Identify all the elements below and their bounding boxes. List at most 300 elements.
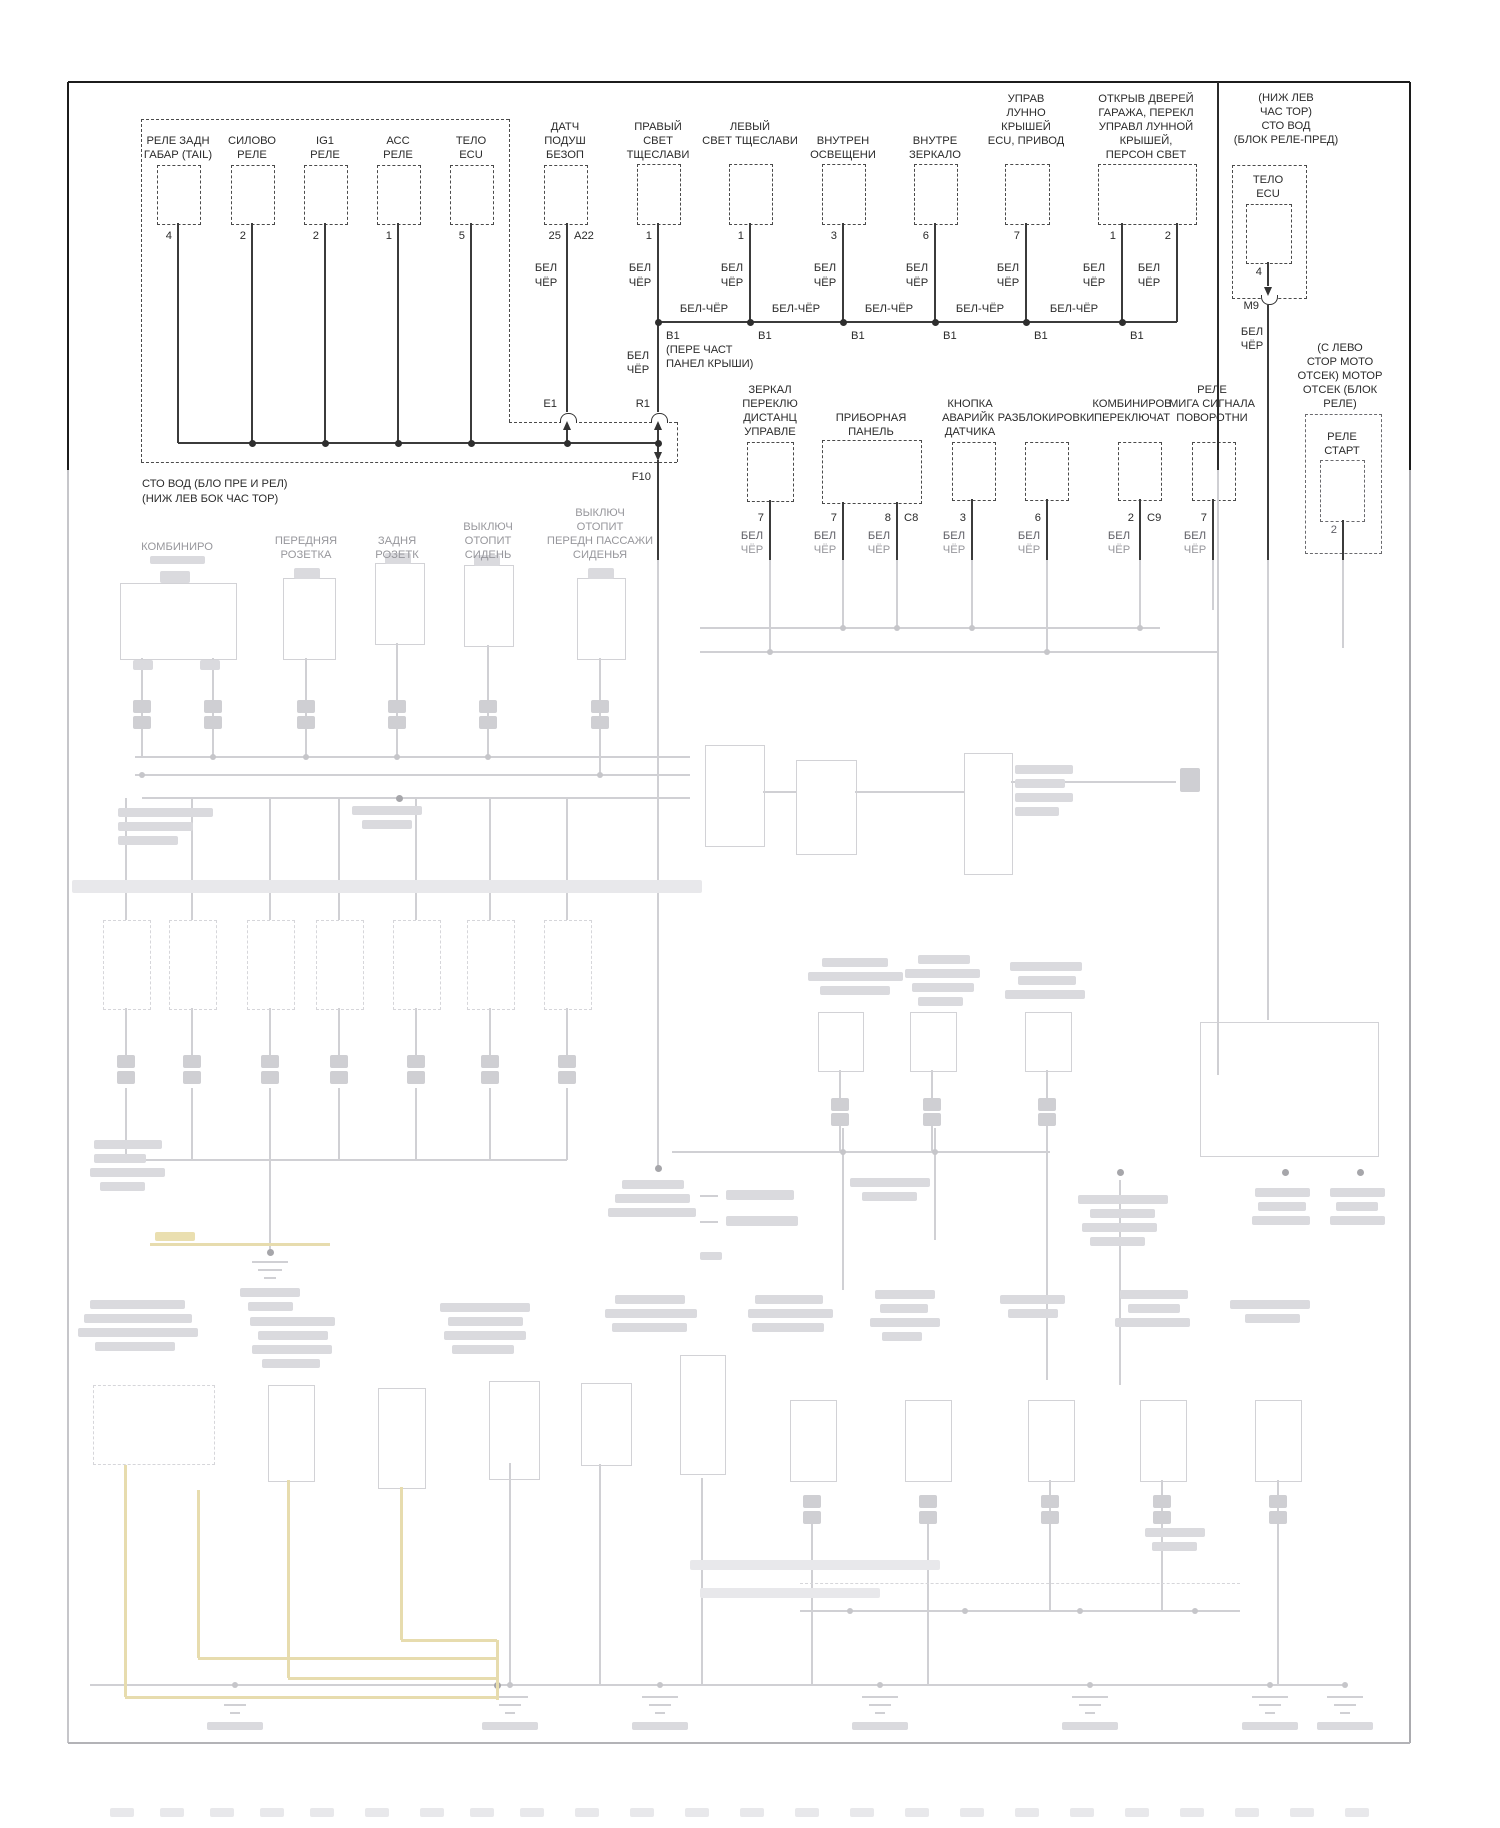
diagram-text: 2 xyxy=(312,230,319,242)
diagram-text: БЕЛ-ЧЁР xyxy=(771,303,821,315)
ghost-text-blob xyxy=(852,1722,908,1730)
ghost-junction-dot xyxy=(962,1608,968,1614)
ghost-wire xyxy=(855,791,964,793)
dashed-enclosure xyxy=(141,119,509,120)
diagram-text: ЧЁР xyxy=(1137,277,1161,289)
ghost-footer-mark xyxy=(795,1808,819,1817)
ghost-component-box xyxy=(1255,1400,1302,1482)
diagram-text: БЕЗОП xyxy=(546,149,584,161)
ghost-text-blob xyxy=(183,1071,201,1084)
component-box xyxy=(747,442,794,502)
ghost-dashed-box xyxy=(467,920,515,1010)
diagram-text: B1 xyxy=(758,330,772,342)
yellow-wire xyxy=(125,1696,497,1699)
diagram-text: ПАНЕЛ КРЫШИ) xyxy=(666,358,754,370)
ghost-text-blob xyxy=(1015,765,1073,774)
ghost-text-blob xyxy=(252,1345,332,1354)
ghost-text-blob xyxy=(558,1055,576,1068)
component-box xyxy=(1246,204,1292,264)
diagram-text: ЧЁР xyxy=(996,277,1020,289)
ghost-text-blob xyxy=(820,986,890,995)
ghost-text-blob xyxy=(1252,1216,1310,1225)
component-box xyxy=(377,165,421,225)
ghost-wire xyxy=(1212,560,1214,610)
diagram-text: ВНУТРЕ xyxy=(912,135,958,147)
ghost-wire xyxy=(509,1463,511,1685)
ghost-ground-dot xyxy=(1117,1169,1124,1176)
diagram-text: 6 xyxy=(922,230,929,242)
ghost-text-blob xyxy=(690,1560,940,1570)
component-box xyxy=(544,165,588,225)
diagram-text: 1 xyxy=(737,230,744,242)
diagram-text: 2 xyxy=(1164,230,1171,242)
wire xyxy=(397,223,399,443)
ghost-text-blob xyxy=(133,716,151,729)
diagram-text-faded: СИДЕНЬЯ xyxy=(572,549,628,561)
diagram-text: ЧЁР xyxy=(626,364,650,376)
wire xyxy=(177,223,179,443)
wire xyxy=(657,460,659,560)
ghost-text-blob xyxy=(1258,1202,1306,1211)
diagram-text: РЕЛЕ xyxy=(383,149,413,161)
ghost-junction-dot xyxy=(840,625,846,631)
ghost-text-blob xyxy=(118,836,178,845)
ghost-wire xyxy=(701,1478,703,1685)
ghost-wire xyxy=(672,1151,1050,1153)
ghost-junction-dot xyxy=(507,1682,513,1688)
ghost-junction-dot xyxy=(969,625,975,631)
component-box xyxy=(729,164,773,225)
ghost-wire xyxy=(269,1088,271,1252)
ghost-text-blob xyxy=(748,1309,833,1318)
ghost-text-blob xyxy=(1128,1304,1180,1313)
ghost-text-blob xyxy=(78,1328,198,1337)
diagram-text: БЕЛ xyxy=(1017,530,1041,542)
diagram-text: C9 xyxy=(1147,512,1162,524)
diagram-text: КНОПКА xyxy=(947,398,993,410)
ghost-text-blob xyxy=(700,1588,880,1598)
diagram-text: БЕЛ xyxy=(813,262,837,274)
ghost-text-blob xyxy=(591,700,609,713)
ghost-wire xyxy=(1334,1704,1356,1706)
diagram-text: РЕЛЕ) xyxy=(1323,398,1357,410)
ghost-text-blob xyxy=(72,880,702,893)
ghost-text-blob xyxy=(294,568,320,579)
ghost-text-blob xyxy=(90,1300,185,1309)
ghost-component-box xyxy=(464,565,514,647)
ghost-text-blob xyxy=(183,1055,201,1068)
diagram-text: ПЕРЕКЛЮ xyxy=(742,398,798,410)
ghost-wire xyxy=(258,1269,282,1271)
ghost-text-blob xyxy=(862,1192,917,1201)
diagram-text: 5 xyxy=(458,230,465,242)
ghost-text-blob xyxy=(94,1154,146,1163)
ghost-wire xyxy=(763,791,796,793)
ghost-text-blob xyxy=(90,1168,165,1177)
diagram-text: ECU xyxy=(459,149,483,161)
ghost-wire xyxy=(252,1261,288,1263)
ghost-wire xyxy=(125,1008,127,1055)
diagram-text: (БЛОК РЕЛЕ-ПРЕД) xyxy=(1233,134,1339,146)
page-border xyxy=(1409,82,1412,470)
ghost-wire xyxy=(839,1070,841,1098)
ghost-text-blob xyxy=(850,1178,930,1187)
ghost-wire xyxy=(927,1520,929,1685)
diagram-text: ЧЁР xyxy=(720,277,744,289)
ghost-text-blob xyxy=(803,1511,821,1524)
ghost-footer-mark xyxy=(575,1808,599,1817)
ghost-text-blob xyxy=(452,1345,514,1354)
component-box xyxy=(231,165,275,225)
ghost-wire xyxy=(415,1008,417,1055)
yellow-wire xyxy=(197,1490,200,1658)
wire xyxy=(657,322,659,412)
ghost-text-blob xyxy=(204,716,222,729)
diagram-text: (ПЕРЕ ЧАСТ xyxy=(666,344,733,356)
diagram-text: БЕЛ xyxy=(942,530,966,542)
diagram-text: 7 xyxy=(1013,230,1020,242)
diagram-text: 2 xyxy=(239,230,246,242)
ghost-text-blob xyxy=(352,806,422,815)
diagram-text: МИГА СИГНАЛА xyxy=(1168,398,1256,410)
ghost-text-blob xyxy=(262,1359,320,1368)
ghost-wire xyxy=(800,1610,1240,1612)
ghost-footer-mark xyxy=(1180,1808,1204,1817)
ghost-text-blob xyxy=(615,1194,690,1203)
diagram-text: РЕЛЕ ЗАДН xyxy=(146,135,210,147)
ghost-text-blob xyxy=(155,1232,195,1241)
ghost-text-blob xyxy=(200,660,220,670)
diagram-text: IG1 xyxy=(315,135,335,147)
wire xyxy=(566,223,568,412)
ghost-wire xyxy=(839,1126,841,1152)
component-box xyxy=(1320,460,1365,522)
ghost-wire xyxy=(338,798,340,920)
ghost-junction-dot xyxy=(597,772,603,778)
diagram-text: УПРАВ xyxy=(1007,93,1045,105)
diagram-text: ЧЁР xyxy=(813,277,837,289)
dashed-enclosure xyxy=(141,119,142,462)
ghost-dashed-box xyxy=(316,920,364,1010)
diagram-text-faded: ЧЁР xyxy=(813,544,837,556)
yellow-wire xyxy=(496,1640,499,1700)
diagram-text: БЕЛ xyxy=(1082,262,1106,274)
ghost-wire xyxy=(489,1008,491,1055)
diagram-text: КОМБИНИРОВ xyxy=(1092,398,1172,410)
ghost-text-blob xyxy=(905,969,980,978)
diagram-text: R1 xyxy=(635,398,650,410)
ghost-text-blob xyxy=(919,1511,937,1524)
ghost-wire xyxy=(1190,651,1218,653)
ghost-junction-dot xyxy=(840,1149,846,1155)
diagram-text: СТО ВОД (БЛО ПРЕ И РЕЛ) xyxy=(142,478,288,490)
ghost-footer-mark xyxy=(1235,1808,1259,1817)
yellow-wire xyxy=(401,1639,497,1642)
ghost-component-box xyxy=(796,760,857,855)
diagram-text: ТЩЕСЛАВИ xyxy=(626,149,690,161)
ghost-text-blob xyxy=(258,1331,328,1340)
ghost-wire xyxy=(1139,560,1141,628)
ghost-footer-mark xyxy=(160,1808,184,1817)
ghost-wire xyxy=(1046,1070,1048,1098)
diagram-text: КРЫШЕЙ, xyxy=(1119,135,1173,147)
ghost-ground-dot xyxy=(1357,1169,1364,1176)
ghost-footer-mark xyxy=(365,1808,389,1817)
diagram-text: (С ЛЕВО xyxy=(1317,342,1363,354)
ghost-text-blob xyxy=(726,1216,798,1226)
diagram-text: ECU, ПРИВОД xyxy=(987,135,1065,147)
diagram-text: ГАРАЖА, ПЕРЕКЛ xyxy=(1098,107,1194,119)
ghost-text-blob xyxy=(388,716,406,729)
ghost-footer-mark xyxy=(1290,1808,1314,1817)
ghost-text-blob xyxy=(923,1098,941,1111)
diagram-text-faded: ЧЁР xyxy=(867,544,891,556)
ghost-wire xyxy=(224,1704,246,1706)
ghost-footer-mark xyxy=(960,1808,984,1817)
diagram-text: F10 xyxy=(631,471,651,483)
diagram-text: БЕЛ-ЧЁР xyxy=(679,303,729,315)
ghost-wire xyxy=(971,560,973,628)
ghost-text-blob xyxy=(117,1055,135,1068)
ghost-text-blob xyxy=(1330,1216,1385,1225)
ghost-component-box xyxy=(283,578,336,660)
ghost-text-blob xyxy=(615,1295,685,1304)
ghost-component-box xyxy=(905,1400,952,1482)
junction-dot xyxy=(655,440,662,447)
ghost-text-blob xyxy=(407,1055,425,1068)
ghost-wire xyxy=(655,1712,665,1714)
ghost-wire xyxy=(264,1277,276,1279)
ghost-junction-dot xyxy=(1087,1682,1093,1688)
diagram-text: 7 xyxy=(830,512,837,524)
arrowhead-down-icon xyxy=(654,452,662,461)
diagram-text: 4 xyxy=(1255,266,1262,278)
page-border xyxy=(67,82,70,470)
wire xyxy=(934,223,936,322)
ghost-text-blob xyxy=(1090,1237,1145,1246)
ghost-text-blob xyxy=(822,958,888,967)
component-box xyxy=(1025,442,1069,501)
diagram-text: A22 xyxy=(574,230,594,242)
ghost-footer-mark xyxy=(420,1808,444,1817)
ghost-text-blob xyxy=(482,1722,538,1730)
ghost-text-blob xyxy=(726,1190,794,1200)
ghost-text-blob xyxy=(1082,1223,1157,1232)
ghost-text-blob xyxy=(118,808,213,817)
diagram-text: БЕЛ xyxy=(1137,262,1161,274)
diagram-text-faded: ЧЁР xyxy=(1183,544,1207,556)
diagram-text: КРЫШЕЙ xyxy=(1001,121,1051,133)
diagram-text: ПАНЕЛЬ xyxy=(848,426,894,438)
diagram-text: БЕЛ xyxy=(720,262,744,274)
diagram-text: M9 xyxy=(1243,300,1259,312)
diagram-text: ЧАС ТОР) xyxy=(1259,106,1313,118)
diagram-text: БЕЛ-ЧЁР xyxy=(955,303,1005,315)
yellow-wire xyxy=(198,1657,497,1660)
ghost-wire xyxy=(125,1088,127,1160)
ghost-ground-dot xyxy=(396,795,403,802)
ghost-text-blob xyxy=(588,568,614,579)
wire xyxy=(251,223,253,443)
wire xyxy=(971,499,973,560)
ghost-wire xyxy=(1046,1152,1048,1380)
diagram-text-faded: ЧЁР xyxy=(1017,544,1041,556)
ghost-ground-dot xyxy=(1282,1169,1289,1176)
component-box xyxy=(822,164,866,225)
ghost-footer-mark xyxy=(630,1808,654,1817)
ghost-wire xyxy=(599,1464,601,1685)
ghost-text-blob xyxy=(440,1303,530,1312)
diagram-text: (НИЖ ЛЕВ БОК ЧАС ТОР) xyxy=(142,493,279,505)
diagram-text: РЕЛЕ xyxy=(1197,384,1227,396)
component-box xyxy=(1098,164,1197,225)
ghost-junction-dot xyxy=(1077,1608,1083,1614)
dashed-enclosure xyxy=(509,119,510,422)
diagram-text: 7 xyxy=(1200,512,1207,524)
ghost-component-box xyxy=(375,563,425,645)
component-box xyxy=(822,440,922,504)
diagram-text: ПРИБОРНАЯ xyxy=(835,412,907,424)
connector-bracket xyxy=(1261,295,1278,305)
arrowhead-up-icon xyxy=(563,421,571,430)
diagram-text: БЕЛ xyxy=(740,530,764,542)
wire xyxy=(769,500,771,560)
diagram-text: 8 xyxy=(884,512,891,524)
diagram-text: ОСВЕЩЕНИ xyxy=(810,149,876,161)
ghost-text-blob xyxy=(1041,1511,1059,1524)
junction-dot xyxy=(747,319,754,326)
page-border xyxy=(68,1742,1410,1745)
wire xyxy=(1046,499,1048,560)
diagram-text: ОТСЕК) МОТОР xyxy=(1297,370,1383,382)
ghost-text-blob xyxy=(1018,976,1076,985)
wire xyxy=(749,223,751,322)
ghost-text-blob xyxy=(880,1304,928,1313)
ghost-text-blob xyxy=(1153,1495,1171,1508)
page-border xyxy=(1409,470,1412,1743)
ghost-text-blob xyxy=(700,1252,722,1260)
diagram-text: БЕЛ xyxy=(1240,326,1264,338)
diagram-text-faded: ПЕРЕДНЯЯ xyxy=(274,535,338,547)
ghost-footer-mark xyxy=(210,1808,234,1817)
diagram-text: ЛУННО xyxy=(1006,107,1046,119)
diagram-text-faded: ОТОПИТ xyxy=(464,535,512,547)
diagram-text: РЕЛЕ xyxy=(237,149,267,161)
ghost-text-blob xyxy=(448,1317,523,1326)
ghost-wire xyxy=(769,560,771,652)
ghost-component-box xyxy=(964,753,1013,875)
ghost-wire xyxy=(135,756,690,758)
ghost-footer-mark xyxy=(1345,1808,1369,1817)
ghost-text-blob xyxy=(1336,1202,1378,1211)
ghost-junction-dot xyxy=(1267,1682,1273,1688)
diagram-text-faded: ЧЁР xyxy=(740,544,764,556)
ghost-wire xyxy=(842,560,844,628)
wire xyxy=(1342,520,1344,560)
ghost-wire xyxy=(135,774,690,776)
component-box xyxy=(157,165,201,225)
ghost-wire xyxy=(338,1088,340,1160)
ghost-wire xyxy=(700,627,1160,629)
diagram-text: ГАБАР (TAIL) xyxy=(143,149,213,161)
ghost-wire xyxy=(566,1008,568,1055)
diagram-text: B1 xyxy=(666,330,680,342)
diagram-text: E1 xyxy=(543,398,557,410)
diagram-text: БЕЛ xyxy=(628,262,652,274)
ghost-footer-mark xyxy=(1125,1808,1149,1817)
ghost-junction-dot xyxy=(210,754,216,760)
ghost-wire xyxy=(191,1008,193,1055)
wire xyxy=(1267,262,1269,286)
ghost-text-blob xyxy=(1269,1511,1287,1524)
diagram-text: СВЕТ ТЩЕСЛАВИ xyxy=(702,135,798,147)
component-box xyxy=(1005,164,1050,225)
ghost-component-box xyxy=(1025,1012,1072,1072)
ghost-footer-mark xyxy=(1015,1808,1039,1817)
ghost-wire xyxy=(415,798,417,920)
diagram-text: ECU xyxy=(1256,188,1280,200)
diagram-text: 7 xyxy=(757,512,764,524)
ghost-text-blob xyxy=(1330,1188,1385,1197)
diagram-text: СТО ВОД xyxy=(1261,120,1311,132)
ghost-wire xyxy=(269,1008,271,1055)
page-border xyxy=(1217,470,1219,1075)
wire xyxy=(842,223,844,322)
diagram-text: 2 xyxy=(1127,512,1134,524)
wire xyxy=(324,223,326,443)
ghost-component-box xyxy=(1140,1400,1187,1482)
ghost-text-blob xyxy=(608,1208,696,1217)
ghost-text-blob xyxy=(207,1722,263,1730)
ghost-junction-dot xyxy=(1137,625,1143,631)
junction-dot xyxy=(655,319,662,326)
ghost-component-box xyxy=(1028,1400,1075,1482)
ghost-text-blob xyxy=(882,1332,922,1341)
component-box xyxy=(304,165,348,225)
ghost-text-blob xyxy=(912,983,974,992)
junction-dot xyxy=(468,440,475,447)
diagram-text-faded: ЧЁР xyxy=(1107,544,1131,556)
ghost-wire xyxy=(1046,1126,1048,1152)
ghost-text-blob xyxy=(1062,1722,1118,1730)
diagram-text: БЕЛ xyxy=(1183,530,1207,542)
ghost-text-blob xyxy=(831,1098,849,1111)
ghost-wire xyxy=(934,1128,936,1240)
diagram-text: СИЛОВО xyxy=(228,135,276,147)
ghost-wire xyxy=(338,1008,340,1055)
ghost-ground-dot xyxy=(267,1249,274,1256)
diagram-text: БЕЛ xyxy=(626,350,650,362)
ghost-junction-dot xyxy=(394,754,400,760)
ghost-wire xyxy=(657,560,659,1168)
diagram-text: 25 xyxy=(548,230,561,242)
diagram-text: 1 xyxy=(645,230,652,242)
ghost-text-blob xyxy=(923,1113,941,1126)
ghost-wire xyxy=(875,1712,885,1714)
ghost-junction-dot xyxy=(847,1608,853,1614)
diagram-text: ОТКРЫВ ДВЕРЕЙ xyxy=(1098,93,1194,105)
ghost-wire xyxy=(642,1696,678,1698)
wire xyxy=(1121,223,1123,322)
ghost-text-blob xyxy=(160,571,190,583)
junction-dot xyxy=(932,319,939,326)
ghost-wire xyxy=(1342,560,1344,648)
ghost-wire xyxy=(90,1684,1345,1686)
ghost-text-blob xyxy=(1153,1511,1171,1524)
ghost-wire xyxy=(415,1088,417,1160)
diagram-text: ОТСЕК (БЛОК xyxy=(1302,384,1378,396)
diagram-text: B1 xyxy=(943,330,957,342)
